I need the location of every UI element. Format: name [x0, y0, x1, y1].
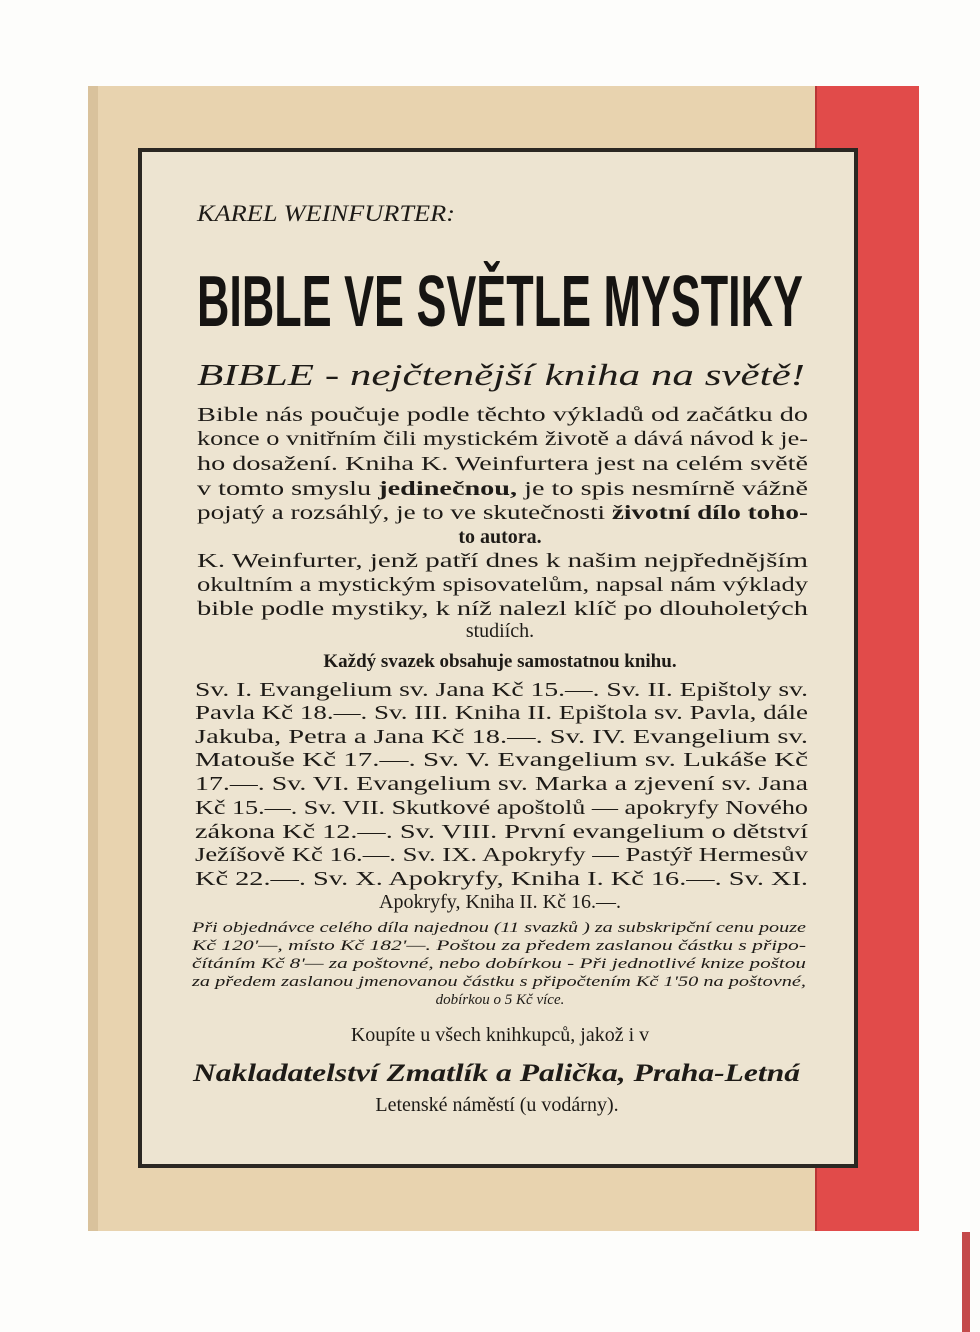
text-line: [197, 478, 808, 500]
text-line: [195, 679, 808, 701]
text-segment: Ježíšově Kč 16.—. Sv. IX. Apokryfy — Pastýř Hermesův: [195, 844, 808, 866]
text-segment: dobírkou o 5 Kč více.: [435, 992, 565, 1008]
text-line: [197, 574, 808, 596]
text-segment: 17.—. Sv. VI. Evangelium sv. Marka a zjevení sv. Jana: [195, 773, 809, 795]
book-title: BIBLE VE SVĚTLE MYSTIKY: [197, 261, 803, 342]
text-segment: K. Weinfurter, jenž patří dnes k našim nejpřednějším: [197, 550, 809, 572]
text-segment: Sv. I. Evangelium sv. Jana Kč 15.—. Sv. II. Epištoly sv.: [195, 679, 808, 701]
publisher-name: Nakladatelství Zmatlík a Palička, Praha-Letná: [191, 1060, 801, 1087]
book-title-group: [197, 261, 803, 341]
text-line: [466, 620, 534, 642]
text-segment: studiích.: [465, 620, 535, 642]
text-line: [195, 726, 808, 748]
text-line: [191, 974, 806, 990]
volumes-heading: Každý svazek obsahuje samostatnou knihu.: [323, 651, 677, 672]
text-segment: Jakuba, Petra a Jana Kč 18.—. Sv. IV. Evangelium sv.: [195, 726, 808, 748]
text-line: [192, 956, 806, 972]
author-name: KAREL WEINFURTER:: [195, 201, 455, 226]
text-line: [191, 938, 806, 954]
text-segment: Kč 22.—. Sv. X. Apokryfy, Kniha I. Kč 16.—. Sv. XI.: [195, 868, 808, 890]
text-line: [195, 749, 808, 771]
text-segment: Pavla Kč 18.—. Sv. III. Kniha II. Epištola sv. Pavla, dále: [195, 702, 809, 724]
cover-edge-shadow: [88, 86, 98, 1231]
buy-line: Koupíte u všech knihkupců, jakož i v: [350, 1024, 650, 1046]
text-segment: Kč 120'—, místo Kč 182'—. Poštou za předem zaslanou částku s připo-: [190, 938, 806, 954]
text-segment: bible podle mystiky, k níž nalezl klíč po dlouholetých: [197, 598, 808, 620]
text-line: [379, 891, 621, 913]
text-line: [197, 428, 808, 450]
text-segment: Apokryfy, Kniha II. Kč 16.—.: [379, 891, 621, 913]
text-segment: ho dosažení. Kniha K. Weinfurtera jest na celém světě: [197, 453, 809, 475]
text-line: [195, 868, 808, 890]
text-segment: čítáním Kč 8'— za poštovné, nebo dobírkou - Při jednotlivé knize poštou: [192, 956, 806, 972]
text-line: [195, 797, 808, 819]
text-segment: Při objednávce celého díla najednou (11 svazků ) za subskripční cenu pouze: [190, 920, 807, 936]
text-line: [197, 502, 808, 524]
text-segment: Matouše Kč 17.—. Sv. V. Evangelium sv. Lukáše Kč: [195, 749, 809, 771]
text-line: [195, 773, 808, 795]
text-line: [195, 844, 808, 866]
text-segment: okultním a mystickým spisovatelům, napsal nám výklady: [197, 574, 808, 596]
text-line: [197, 598, 808, 620]
bold-text: jedinečnou,: [378, 478, 477, 500]
text-line: [191, 920, 807, 936]
bold-text: to autora.: [458, 526, 542, 548]
bookmark-ribbon: [962, 1232, 970, 1332]
text-line: [436, 992, 565, 1008]
text-line: [197, 550, 809, 572]
publisher-address: Letenské náměstí (u vodárny).: [375, 1094, 619, 1116]
text-line: [195, 702, 808, 724]
text-segment: pojatý a rozsáhlý, je to ve skutečnosti: [197, 502, 503, 524]
text-line: [458, 526, 541, 548]
text-line: [197, 404, 808, 426]
text-segment: je to spis nesmírně vážně: [517, 478, 724, 500]
text-segment: za předem zaslanou jmenovanou částku s připočtením Kč 1'50 na poštovné,: [190, 974, 807, 990]
text-segment: v tomto smyslu: [197, 478, 326, 500]
tagline: BIBLE - nejčtenější kniha na světě!: [197, 357, 805, 392]
text-segment: Bible nás poučuje podle těchto výkladů od začátku do: [197, 404, 808, 426]
text-segment: Kč 15.—. Sv. VII. Skutkové apoštolů — apokryfy Nového: [195, 797, 808, 819]
text-segment: konce o vnitřním čili mystickém životě a dává návod k je-: [197, 428, 808, 450]
text-segment: zákona Kč 12.—. Sv. VIII. První evangelium o dětství: [195, 821, 809, 843]
text-line: [195, 821, 809, 843]
bold-text: životní dílo toho-: [611, 502, 757, 524]
text-line: [197, 453, 808, 475]
